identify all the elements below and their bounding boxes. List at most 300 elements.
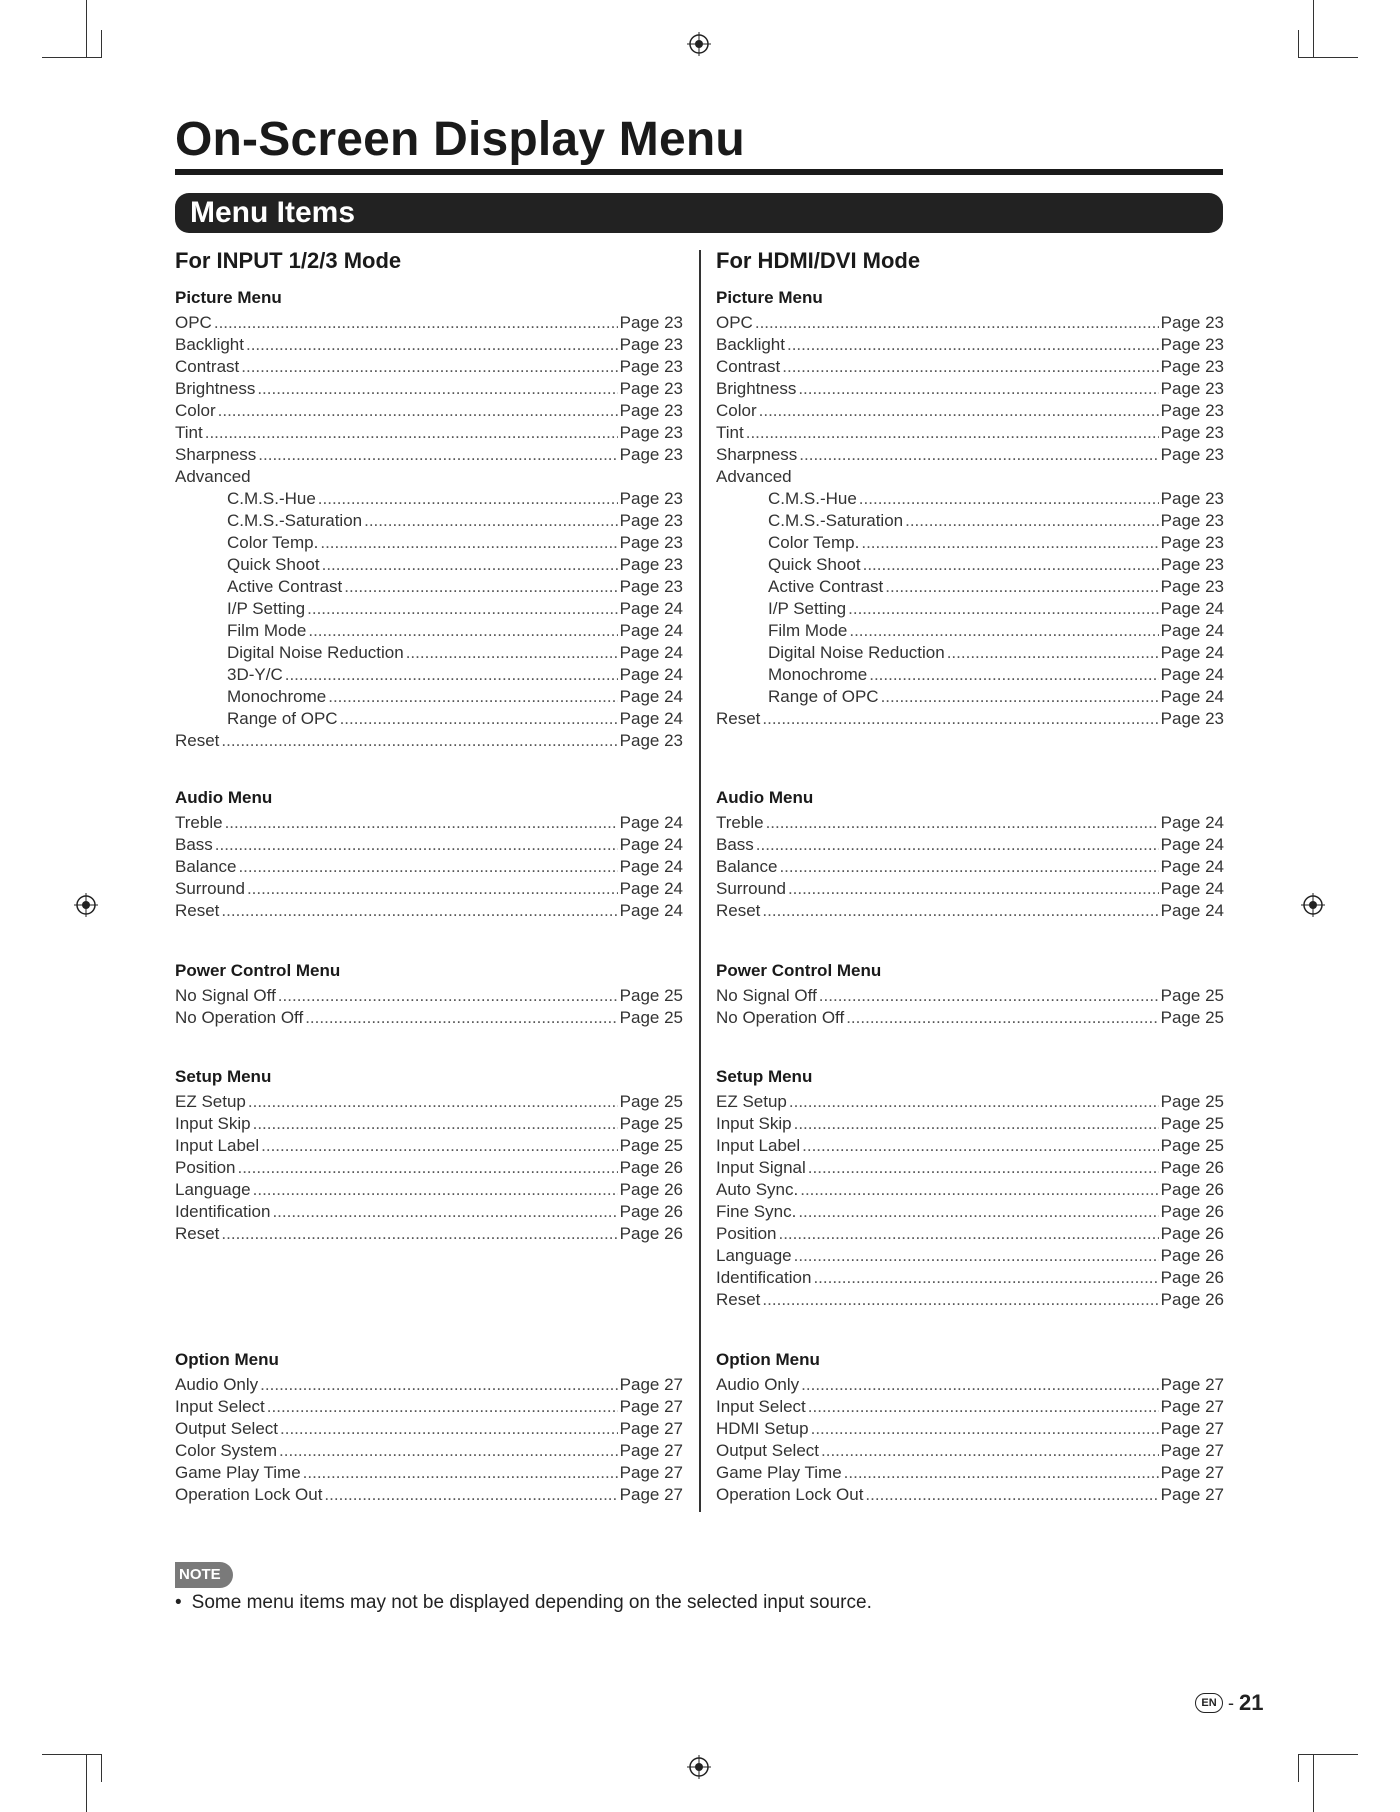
section-title: Picture Menu [716,288,823,307]
column-title: For INPUT 1/2/3 Mode [175,248,402,273]
menu-item-label: Backlight [175,335,244,354]
menu-item-row [716,900,1224,922]
menu-item-label: Balance [716,857,778,876]
crop-mark [42,1754,102,1755]
page-reference: Page 25 [1160,1008,1224,1027]
page-reference: Page 26 [1160,1158,1224,1177]
section-title: Power Control Menu [716,961,882,980]
menu-item-row [175,1135,683,1157]
section-banner: Menu Items [175,193,1223,233]
menu-item-row [175,985,683,1007]
dot-leader [799,444,1158,466]
page-reference: Page 24 [619,643,683,662]
page-reference: Page 27 [619,1441,683,1460]
dot-leader [279,1440,618,1462]
page-reference: Page 24 [619,687,683,706]
page-reference: Page 23 [1160,445,1224,464]
crop-mark [101,1754,102,1782]
right-column [716,248,1224,1504]
page-reference: Page 23 [619,555,683,574]
dot-leader [762,900,1158,922]
dot-leader [778,1223,1158,1245]
menu-item-row [716,488,1224,510]
dot-leader [794,1245,1159,1267]
page-reference: Page 23 [1160,577,1224,596]
menu-item-row [716,378,1224,400]
dot-leader [247,878,618,900]
audio-menu-section [716,784,1224,922]
page-reference: Page 24 [619,857,683,876]
menu-item-row [716,1462,1224,1484]
menu-item-label: Range of OPC [768,687,879,706]
menu-item-row [716,1440,1224,1462]
menu-item-label: Contrast [175,357,240,376]
dot-leader [779,856,1158,878]
menu-item-row [716,334,1224,356]
dot-leader [808,1396,1159,1418]
menu-item-label: Language [716,1246,792,1265]
menu-item-row [716,532,1224,554]
dot-leader [267,1396,618,1418]
dot-leader [278,985,618,1007]
menu-item-label: Tint [716,423,744,442]
menu-item-label: No Operation Off [716,1008,845,1027]
registration-mark-icon [1301,893,1325,917]
page-reference: Page 26 [1160,1202,1224,1221]
dot-leader [225,812,618,834]
menu-item-row [175,532,683,554]
menu-item-label: Quick Shoot [768,555,861,574]
menu-item-row [175,730,683,752]
menu-item-row [175,378,683,400]
menu-item-label: Input Select [716,1397,806,1416]
menu-item-row [175,356,683,378]
menu-item-row [716,1267,1224,1289]
menu-item-label: Sharpness [175,445,257,464]
page-reference: Page 23 [1160,357,1224,376]
audio-menu-section [175,784,683,922]
menu-item-row [175,312,683,334]
dot-leader [844,1462,1159,1484]
menu-item-row [175,642,683,664]
registration-mark-icon [687,1755,711,1779]
dot-leader [762,708,1158,730]
menu-item-label: Surround [175,879,245,898]
menu-item-row [716,664,1224,686]
menu-item-row [716,598,1224,620]
menu-item-row [716,1289,1224,1311]
dot-leader [759,400,1159,422]
menu-item-row [175,598,683,620]
page-reference: Page 24 [1160,879,1224,898]
menu-item-row [175,620,683,642]
dot-leader [789,1091,1159,1113]
menu-item-row [716,400,1224,422]
menu-item-row [175,1007,683,1029]
page-reference: Page 24 [1160,857,1224,876]
section-title: Setup Menu [175,1067,272,1086]
menu-item-row [716,812,1224,834]
page-reference: Page 25 [619,1136,683,1155]
menu-item-row [716,510,1224,532]
menu-item-row [175,1396,683,1418]
menu-item-row [716,312,1224,334]
menu-item-row [175,1223,683,1245]
crop-mark [1298,1754,1299,1782]
menu-item-row [716,1179,1224,1201]
menu-item-row [175,444,683,466]
dot-leader [318,488,618,510]
page-reference: Page 24 [1160,599,1224,618]
menu-item-row [716,1113,1224,1135]
menu-item-row [716,1157,1224,1179]
dot-leader [885,576,1158,598]
item-list [175,312,683,752]
page-reference: Page 23 [1160,335,1224,354]
dot-leader [221,730,617,752]
picture-menu-section [716,284,1224,730]
menu-item-row [175,708,683,730]
menu-item-row [175,1418,683,1440]
menu-item-row [175,1484,683,1506]
page-reference: Page 24 [1160,687,1224,706]
dot-leader [947,642,1159,664]
page-reference: Page 23 [619,357,683,376]
menu-item-row [716,1201,1224,1223]
menu-item-row [716,686,1224,708]
menu-item-label: I/P Setting [227,599,306,618]
menu-item-label: Color [175,401,216,420]
dot-leader [798,378,1158,400]
language-badge: EN [1195,1693,1223,1713]
menu-item-row [716,1007,1224,1029]
menu-item-label: Tint [175,423,203,442]
dot-leader [344,576,617,598]
item-list [716,985,1224,1029]
menu-item-label: Reset [716,1290,761,1309]
menu-item-label: Bass [716,835,754,854]
page-reference: Page 23 [619,313,683,332]
menu-item-label: C.M.S.-Saturation [768,511,904,530]
menu-item-label: OPC [716,313,753,332]
note-badge: NOTE [175,1562,233,1588]
menu-item-row [716,834,1224,856]
dot-leader [869,664,1158,686]
menu-item-label: No Operation Off [175,1008,304,1027]
page-reference: Page 24 [1160,621,1224,640]
page-reference: Page 24 [1160,813,1224,832]
dot-leader [755,312,1159,334]
page-reference: Page 27 [1160,1419,1224,1438]
menu-item-label: Operation Lock Out [716,1485,864,1504]
section-title: Picture Menu [175,288,282,307]
menu-item-label: Language [175,1180,251,1199]
dot-leader [307,598,618,620]
page-reference: Page 26 [619,1180,683,1199]
menu-item-row [175,856,683,878]
menu-item-row [175,834,683,856]
menu-item-label: Surround [716,879,786,898]
menu-item-row [716,422,1224,444]
dot-leader [205,422,618,444]
note-text [175,1592,872,1614]
section-title: Option Menu [716,1350,820,1369]
page-reference: Page 23 [619,731,683,750]
menu-item-label: Input Signal [716,1158,806,1177]
item-list [716,1374,1224,1506]
menu-item-row [716,1245,1224,1267]
dot-leader [328,686,617,708]
page-reference: Page 23 [1160,709,1224,728]
dot-leader [811,1418,1159,1440]
page-reference: Page 27 [619,1375,683,1394]
page-reference: Page 23 [1160,313,1224,332]
page-reference: Page 23 [619,401,683,420]
crop-mark [1313,0,1314,58]
dot-leader [221,1223,617,1245]
section-title: Audio Menu [175,788,273,807]
dot-leader [253,1179,618,1201]
note-bullet: • [175,1592,182,1613]
menu-item-label: Brightness [175,379,256,398]
dot-leader [241,356,617,378]
dot-leader [215,834,618,856]
menu-item-row [716,1091,1224,1113]
menu-item-row [175,422,683,444]
page-reference: Page 24 [619,709,683,728]
page-reference: Page 25 [1160,1114,1224,1133]
dot-leader [285,664,618,686]
power-control-menu-section [175,957,683,1029]
menu-item-label: Reset [175,731,220,750]
menu-item-row [175,334,683,356]
menu-item-label: Input Label [716,1136,801,1155]
menu-item-row [175,900,683,922]
page-reference: Page 23 [619,577,683,596]
dot-leader [324,1484,617,1506]
option-menu-section [175,1346,683,1506]
dot-leader [340,708,618,730]
page-reference: Page 26 [619,1202,683,1221]
page-reference: Page 26 [619,1224,683,1243]
crop-mark [42,57,102,58]
dot-leader [364,510,618,532]
menu-item-row [175,1113,683,1135]
dot-leader [766,812,1159,834]
crop-mark [1298,1754,1358,1755]
dot-leader [794,1113,1159,1135]
page-reference: Page 24 [1160,665,1224,684]
dot-leader [801,1374,1158,1396]
menu-item-label: Digital Noise Reduction [227,643,404,662]
page-reference: Page 26 [1160,1268,1224,1287]
page-reference: Page 27 [1160,1397,1224,1416]
page-reference: Page 27 [1160,1441,1224,1460]
section-title: Option Menu [175,1350,279,1369]
dot-leader [863,554,1159,576]
menu-item-row [716,878,1224,900]
page-reference: Page 25 [619,1092,683,1111]
menu-item-label: No Signal Off [175,986,276,1005]
menu-item-label: Bass [175,835,213,854]
dot-leader [800,1179,1158,1201]
menu-item-label: Monochrome [768,665,868,684]
menu-item-label: Reset [716,901,761,920]
page-number: 21 [1239,1690,1264,1715]
menu-item-row [716,1135,1224,1157]
page-reference: Page 25 [619,986,683,1005]
menu-item-label: Color [716,401,757,420]
page-reference: Page 24 [619,813,683,832]
menu-item-row [716,1418,1224,1440]
option-menu-section [716,1346,1224,1506]
section-title: Setup Menu [716,1067,813,1086]
page-reference: Page 27 [619,1397,683,1416]
menu-item-label: Input Skip [716,1114,792,1133]
dot-leader [406,642,618,664]
dot-leader [846,1007,1158,1029]
menu-item-label: Audio Only [175,1375,259,1394]
menu-item-row [716,466,1224,488]
menu-item-label: Input Skip [175,1114,251,1133]
dot-leader [787,334,1159,356]
dot-leader [322,554,618,576]
page-footer [1195,1690,1263,1716]
item-list [716,312,1224,730]
item-list [175,985,683,1029]
dot-leader [257,378,617,400]
page-reference: Page 24 [619,835,683,854]
dot-leader [214,312,618,334]
menu-item-row [716,554,1224,576]
page-reference: Page 23 [619,379,683,398]
dot-leader [258,444,617,466]
menu-item-row [175,1091,683,1113]
dot-leader [905,510,1159,532]
menu-item-label: Active Contrast [227,577,343,596]
menu-item-label: Identification [716,1268,812,1287]
menu-item-label: Input Label [175,1136,260,1155]
menu-item-label: Digital Noise Reduction [768,643,945,662]
setup-menu-section [175,1063,683,1245]
menu-item-label: Position [716,1224,777,1243]
menu-item-row [175,1157,683,1179]
menu-item-label: Color Temp. [768,533,860,552]
menu-item-row [175,554,683,576]
menu-item-row [175,1440,683,1462]
menu-item-label: Audio Only [716,1375,800,1394]
menu-item-label: Film Mode [227,621,307,640]
crop-mark [86,1754,87,1812]
dot-leader [798,1201,1158,1223]
menu-item-label: Backlight [716,335,785,354]
dot-leader [881,686,1159,708]
menu-item-label: 3D-Y/C [227,665,283,684]
page-reference: Page 27 [1160,1485,1224,1504]
menu-item-row [716,444,1224,466]
power-control-menu-section [716,957,1224,1029]
menu-item-label: C.M.S.-Hue [768,489,857,508]
page-title: On-Screen Display Menu [175,113,745,166]
item-list [716,1091,1224,1311]
menu-item-row [716,1223,1224,1245]
menu-item-label: Sharpness [716,445,798,464]
menu-item-label: Color System [175,1441,278,1460]
page-reference: Page 23 [1160,555,1224,574]
note-text-content: Some menu items may not be displayed depending on the selected input source. [191,1592,872,1613]
menu-item-row [716,356,1224,378]
item-list [175,1091,683,1245]
page-reference: Page 24 [619,599,683,618]
menu-item-row [716,576,1224,598]
dot-leader [272,1201,617,1223]
page-reference: Page 25 [619,1114,683,1133]
menu-item-row [175,1374,683,1396]
page-reference: Page 23 [1160,489,1224,508]
page-reference: Page 25 [1160,986,1224,1005]
page-reference: Page 24 [1160,901,1224,920]
column-title: For HDMI/DVI Mode [716,248,921,273]
menu-item-label: Contrast [716,357,781,376]
picture-menu-section [175,284,683,752]
menu-item-row [175,576,683,598]
page-reference: Page 26 [1160,1290,1224,1309]
dot-leader [802,1135,1159,1157]
dot-leader [237,1157,617,1179]
menu-item-row [716,642,1224,664]
menu-item-label: I/P Setting [768,599,847,618]
page-reference: Page 25 [619,1008,683,1027]
page-reference: Page 25 [1160,1092,1224,1111]
crop-mark [1298,30,1299,58]
page-reference: Page 23 [619,423,683,442]
page-reference: Page 24 [619,901,683,920]
page-reference: Page 25 [1160,1136,1224,1155]
menu-item-label: EZ Setup [175,1092,246,1111]
menu-item-label: Treble [716,813,764,832]
title-rule [175,169,1223,175]
menu-item-label: Game Play Time [175,1463,301,1482]
footer-separator: - [1228,1692,1234,1713]
page-reference: Page 27 [1160,1463,1224,1482]
dot-leader [308,620,617,642]
page-reference: Page 23 [1160,511,1224,530]
menu-item-label: Brightness [716,379,797,398]
dot-leader [248,1091,618,1113]
dot-leader [782,356,1158,378]
page-reference: Page 23 [619,533,683,552]
menu-item-label: Reset [175,901,220,920]
page-reference: Page 23 [619,489,683,508]
crop-mark [86,0,87,58]
crop-mark [101,30,102,58]
menu-item-row [716,1396,1224,1418]
left-column [175,248,683,1504]
menu-item-row [716,708,1224,730]
crop-mark [1298,57,1358,58]
dot-leader [848,598,1159,620]
dot-leader [788,878,1159,900]
dot-leader [305,1007,617,1029]
menu-item-label: Operation Lock Out [175,1485,323,1504]
page-reference: Page 23 [1160,401,1224,420]
item-list [175,812,683,922]
page-reference: Page 26 [619,1158,683,1177]
dot-leader [756,834,1159,856]
menu-item-label: Reset [716,709,761,728]
dot-leader [762,1289,1158,1311]
menu-item-label: EZ Setup [716,1092,787,1111]
